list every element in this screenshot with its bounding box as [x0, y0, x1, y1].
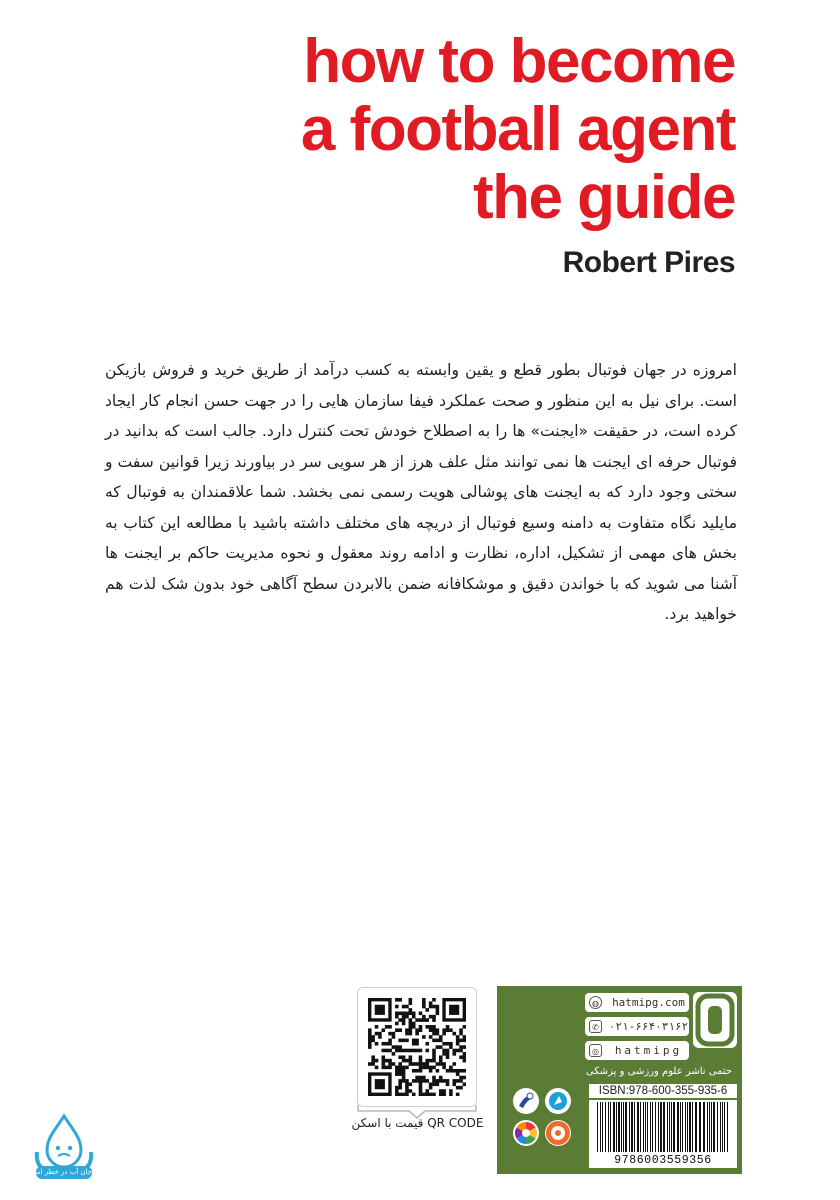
isbn: ISBN:978-600-355-935-6: [589, 1084, 737, 1098]
title-line: how to become: [303, 27, 735, 96]
water-drop-icon: [47, 1116, 81, 1167]
phone-text: ۰۲۱-۶۶۴۰۳۱۶۲: [608, 1020, 689, 1033]
publisher-name: حتمی ناشر علوم ورزشی و پزشکی: [585, 1066, 733, 1077]
sponsor-logo-4: [545, 1120, 571, 1146]
barcode-icon: [589, 1100, 737, 1168]
sponsor-logo-2: [545, 1088, 571, 1114]
website-row[interactable]: [585, 993, 689, 1012]
author-name: Robert Pires: [562, 246, 735, 279]
qr-code-icon[interactable]: [357, 987, 477, 1107]
phone-icon: ✆: [589, 1020, 602, 1033]
badge-text: جان آب در خطر است: [27, 1168, 92, 1176]
phone-row[interactable]: [585, 1017, 689, 1036]
book-title: [301, 28, 735, 232]
sponsor-logo-3: [513, 1120, 539, 1146]
globe-icon: ◍: [589, 996, 602, 1009]
instagram-row[interactable]: [585, 1041, 689, 1060]
instagram-text: hatmipg: [614, 1044, 683, 1057]
publisher-panel: [497, 986, 742, 1174]
website-text: hatmipg.com: [612, 996, 685, 1009]
title-line: a football agent: [300, 95, 735, 164]
qr-caption: قیمت با اسکن QR CODE: [351, 1116, 484, 1130]
instagram-icon: ◎: [589, 1044, 602, 1057]
sponsor-logo-1: [513, 1088, 539, 1114]
blurb-text: امروزه در جهان فوتبال بطور قطع و یقین وابسته به کسب درآمد از طریق خرید و فروش بازیکن است. برای نیل به این منظور و صحت عملکرد فیفا سازمان هایی را در جهت حسن انجام کار ایجاد کرده است، در حقیقت «ایجنت» ها را به اصطلاح خودش تحت کنترل دارد. جالب است که بدانید در فوتبال حرفه ای ایجنت ها نمی توانند مثل علف هرز از هر سویی سر در بیاورند زیرا قوانین سفت و سختی وجود دارد که به ایجنت های پوشالی هویت رسمی نمی بخشد. شما علاقمندان به فوتبال که مایلید نگاه متفاوت به دامنه وسیع فوتبال از دریچه های مختلف داشته باشید با مطالعه این کتاب به بخش های مهمی از تشکیل، اداره، نظارت و ادامه روند معقول و نحوه مدیریت حاکم بر ایجنت ها آشنا می شوید که با خواندن دقیق و موشکافانه ضمن بالابردن سطح آگاهی خود بدون شک لذت هم خواهید برد.: [105, 361, 737, 623]
publisher-logo: [693, 992, 737, 1048]
barcode-number: 9786003559356: [614, 1154, 712, 1167]
title-line: the guide: [472, 163, 735, 232]
water-badge: [27, 1112, 95, 1184]
